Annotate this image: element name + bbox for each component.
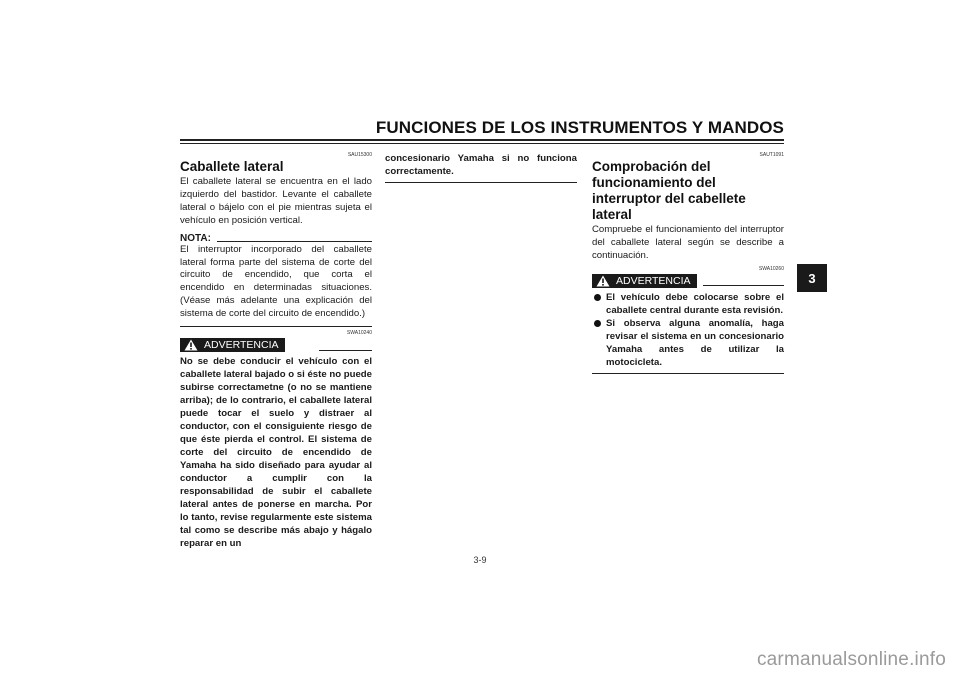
bullet-text: Si observa alguna anomalía, haga revisar el sistema en un concesionario Yamaha antes de utilizar la motocicleta. — [606, 317, 784, 368]
bullet-icon — [594, 320, 601, 327]
warning-code-2: SWA10260 — [758, 265, 784, 272]
paragraph-caballete: El caballete lateral se encuentra en el lado izquierdo del bastidor. Levante el caballete lateral o bájelo con el pie mientras sujeta el vehículo en posición vertical. — [180, 176, 372, 226]
warning-rule — [319, 350, 373, 351]
paragraph-comprobacion: Compruebe el funcionamiento del interruptor del caballete lateral según se describe a continuación. — [592, 224, 784, 261]
warning-triangle-icon — [596, 275, 610, 287]
section-code: SAU15300 — [347, 152, 372, 158]
warning-badge-2 — [592, 274, 697, 288]
nota-label: NOTA: — [180, 232, 211, 244]
warning-continuation: concesionario Yamaha si no funciona correctamente. — [385, 153, 577, 177]
section-code-2: SAUT1091 — [759, 152, 784, 158]
nota-end-rule — [180, 326, 372, 327]
warning-label: ADVERTENCIA — [204, 339, 279, 352]
bullet-text: El vehículo debe colocarse sobre el caballete central durante esta revisión. — [606, 291, 784, 316]
warning-bullet-list — [592, 291, 784, 369]
page-number: 3-9 — [473, 555, 487, 565]
header-rule-thick — [180, 139, 784, 141]
warning-label-2: ADVERTENCIA — [616, 274, 691, 287]
nota-rule — [217, 241, 372, 242]
list-item — [592, 317, 784, 369]
warning-header-2 — [592, 274, 784, 288]
warning-code: SWA10240 — [346, 330, 372, 337]
warning-badge — [180, 338, 285, 352]
warning-header — [180, 338, 372, 352]
nota-text: El interruptor incorporado del caballete lateral forma parte del sistema de corte del circuito de encendido, que corta el encendido en determinadas situaciones. (Véase más adelante una explicación del sistema de corte del circuito de encendido.) — [180, 243, 372, 320]
warning-end-rule — [385, 182, 577, 183]
column-3 — [592, 152, 784, 374]
warning-text: No se debe conducir el vehículo con el caballete lateral bajado o si éste no puede subirse correctametne (o no se mantiene arriba); de lo contrario, el caballete lateral puede tocar el suelo y distraer al conductor, con el consiguiente riesgo de que éste pierda el control. El sistema de corte del circuito de encendido de Yamaha ha sido diseñado para ayudar al conductor a cumplir con la responsabilidad de subir el caballete lateral antes de ponerse en marcha. Por lo tanto, revise regularmente este sistema tal como se describe más abajo y hágalo reparar en un — [180, 356, 372, 550]
section-heading-caballete: Caballete lateral — [180, 159, 284, 174]
column-1 — [180, 152, 372, 550]
warning-triangle-icon — [184, 339, 198, 351]
warning-end-rule-2 — [592, 373, 784, 374]
chapter-tab: 3 — [797, 264, 827, 292]
watermark: carmanualsonline.info — [756, 649, 946, 670]
list-item — [592, 291, 784, 317]
header-rule-thin — [180, 143, 784, 144]
page-title: FUNCIONES DE LOS INSTRUMENTOS Y MANDOS — [375, 118, 784, 137]
bullet-icon — [594, 294, 601, 301]
column-2 — [385, 152, 577, 183]
nota-header — [180, 233, 372, 244]
warning-rule-2 — [703, 285, 785, 286]
section-heading-comprobacion: Comprobación del funcionamiento del interruptor del cabellete lateral — [592, 159, 746, 222]
